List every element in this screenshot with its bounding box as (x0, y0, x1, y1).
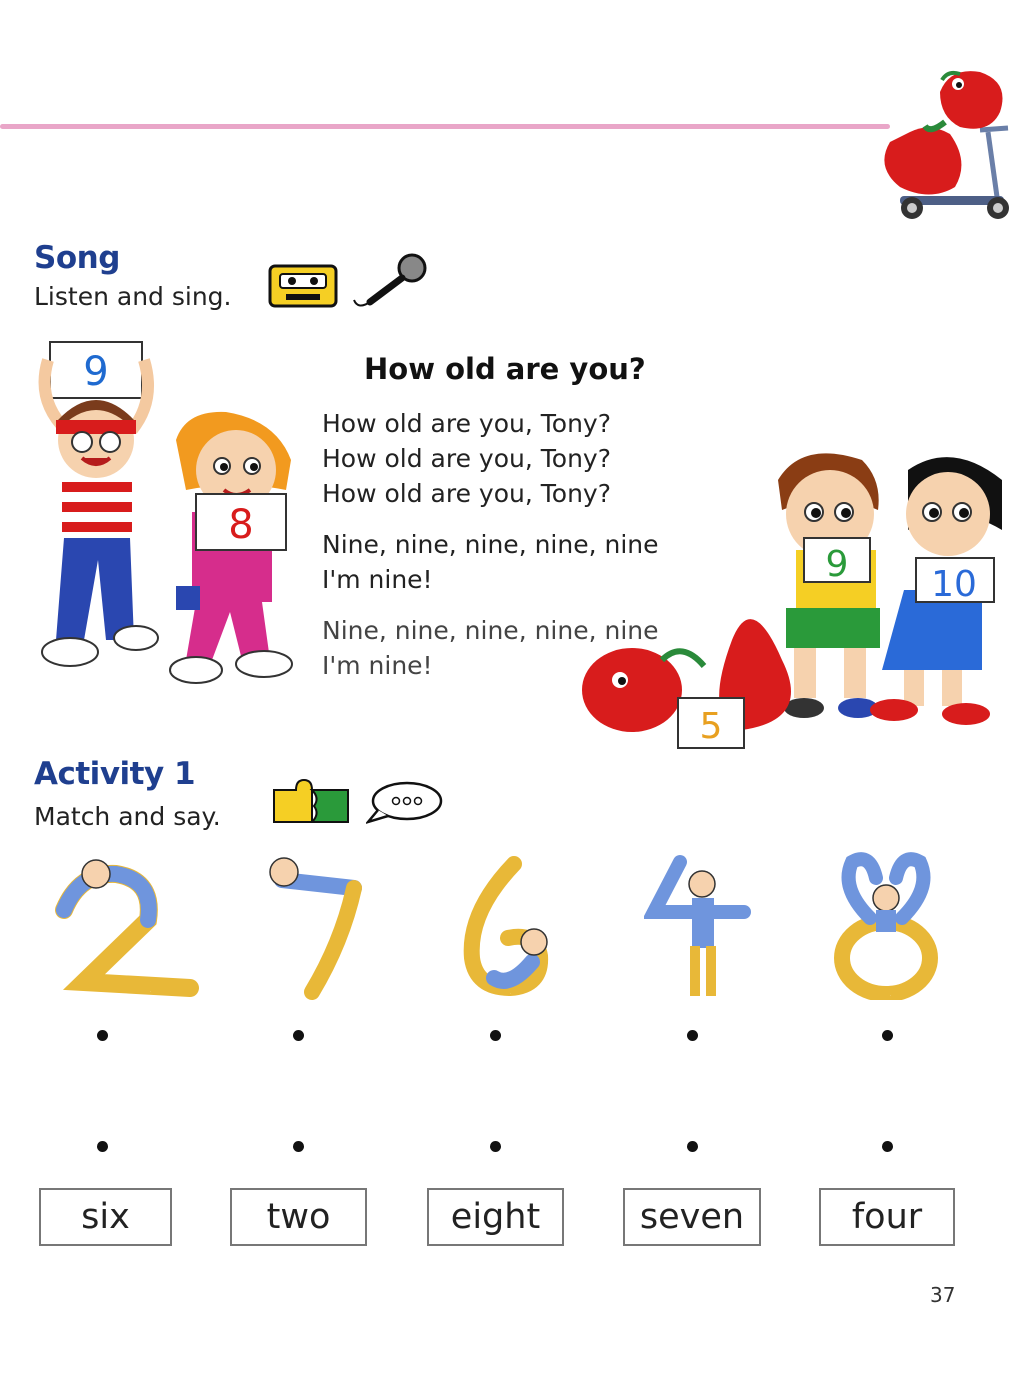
match-dot-top-5[interactable] (882, 1030, 893, 1041)
word-box-four[interactable]: four (819, 1188, 955, 1246)
match-dot-top-3[interactable] (490, 1030, 501, 1041)
number-figure-8 (830, 848, 942, 1000)
word-box-two[interactable]: two (230, 1188, 367, 1246)
word-box-eight[interactable]: eight (427, 1188, 564, 1246)
match-dot-bottom-1[interactable] (97, 1141, 108, 1152)
song-heading: Song (34, 240, 120, 276)
word-box-six[interactable]: six (39, 1188, 172, 1246)
number-figure-2 (50, 856, 200, 1000)
figure-8-label: 8 (890, 996, 891, 997)
figure-2-label: 2 (150, 992, 151, 993)
puzzle-icon[interactable] (270, 778, 352, 826)
match-dot-bottom-4[interactable] (687, 1141, 698, 1152)
lyric-line-7: I'm nine! (322, 651, 433, 680)
lyric-line-3: How old are you, Tony? (322, 479, 611, 508)
number-figure-7 (262, 852, 372, 1002)
match-dot-bottom-5[interactable] (882, 1141, 893, 1152)
boy-card-number: 9 (83, 349, 109, 395)
figure-6-label: 6 (510, 994, 511, 995)
song-instruction: Listen and sing. (34, 282, 232, 311)
girl-card-number: 8 (228, 502, 254, 548)
number-figure-6 (450, 852, 560, 998)
lyric-line-5: I'm nine! (322, 565, 433, 594)
kids-and-dinosaur-illustration (582, 440, 1002, 752)
lyric-line-6: Nine, nine, nine, nine, nine (322, 616, 659, 645)
header-rule (0, 124, 890, 129)
cassette-icon[interactable] (268, 264, 338, 308)
figure-7-label: 7 (322, 998, 323, 999)
activity-heading: Activity 1 (34, 756, 196, 792)
match-dot-top-1[interactable] (97, 1030, 108, 1041)
match-dot-bottom-3[interactable] (490, 1141, 501, 1152)
match-dot-top-2[interactable] (293, 1030, 304, 1041)
dinosaur-scooter-illustration (870, 62, 1020, 222)
right-girl-card-number: 10 (931, 564, 977, 605)
lyric-line-4: Nine, nine, nine, nine, nine (322, 530, 659, 559)
speech-bubble-icon[interactable] (366, 780, 444, 826)
match-dot-bottom-2[interactable] (293, 1141, 304, 1152)
match-dot-top-4[interactable] (687, 1030, 698, 1041)
lyric-line-1: How old are you, Tony? (322, 409, 611, 438)
dinosaur-card-number: 5 (699, 706, 723, 747)
number-figure-4 (644, 852, 754, 1004)
figure-4-label: 4 (704, 1000, 705, 1001)
microphone-icon[interactable] (352, 252, 432, 310)
page-number: 37 (930, 1283, 956, 1307)
right-boy-card-number: 9 (825, 544, 849, 585)
word-box-seven[interactable]: seven (623, 1188, 761, 1246)
song-title: How old are you? (364, 352, 646, 386)
children-holding-cards-illustration (36, 340, 306, 700)
lyric-line-2: How old are you, Tony? (322, 444, 611, 473)
activity-instruction: Match and say. (34, 802, 221, 831)
